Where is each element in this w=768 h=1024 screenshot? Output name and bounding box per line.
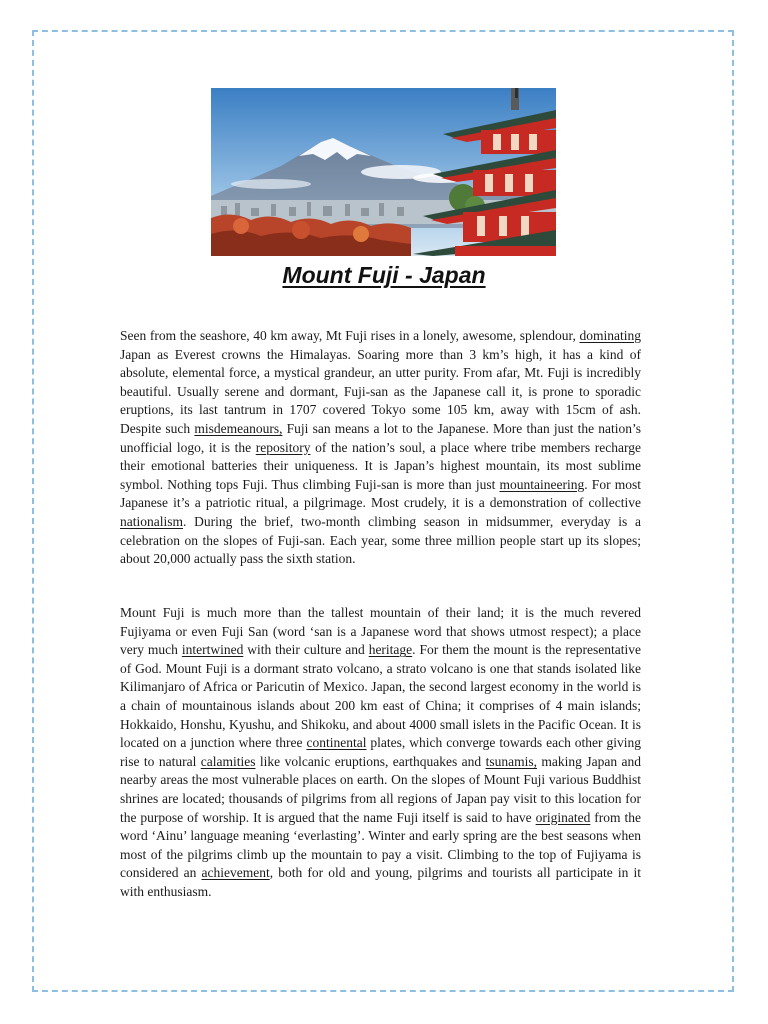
text-run: like volcanic eruptions, earthquakes and <box>255 753 486 769</box>
underlined-word: continental <box>306 735 367 751</box>
text-run: from the word ‘Ainu’ language meaning ‘everlasting’. Winter and early spring are the best seasons when most of the pilgrims climb up the mountain to pay a visit. Climbing to the top of Fujiyama is considered an <box>120 809 641 881</box>
underlined-word: repository <box>255 439 311 455</box>
underlined-word: misdemeanours, <box>194 420 283 436</box>
text-run: Mount Fuji is much more than the tallest mountain of their land; it is the much revered Fujiyama or even Fuji San (word ‘san is a Japanese word that shows utmost respect); a place very much <box>120 605 641 658</box>
text-run: with their culture and <box>243 642 369 658</box>
underlined-word: dominating <box>579 328 641 343</box>
underlined-word: achievement <box>201 865 270 881</box>
text-run: . For them the mount is the representative of God. Mount Fuji is a dormant strato volcano, a strato volcano is one that stands isolated like Kilimanjaro of Africa or Paricutin of Mexico. Japan, the second largest economy in the world is a chain of mountainous islands about 200 km east of China; it comprises of 4 main islands; Hokkaido, Honshu, Kyushu, and Shikoku, and about 4000 small islets in the Pacific Ocean. It is located on a junction where three <box>120 642 641 751</box>
underlined-word: nationalism <box>120 513 183 529</box>
underlined-word: mountaineering <box>499 476 585 492</box>
underlined-word: originated <box>535 809 591 825</box>
underlined-word: tsunamis, <box>485 753 537 769</box>
text-run: Seen from the seashore, 40 km away, Mt Fuji rises in a lonely, awesome, splendour, <box>120 328 580 343</box>
document-title: Mount Fuji - Japan <box>282 262 486 288</box>
underlined-word: heritage <box>368 642 413 658</box>
text-run: . For most Japanese it’s a patriotic ritual, a pilgrimage. Most crudely, it is a demonstration of collective <box>120 476 641 511</box>
text-run: Japan as Everest crowns the Himalayas. Soaring more than 3 km’s high, it has a kind of absolute, elemental force, a mystical grandeur, an utter purity. From afar, Mt. Fuji is incredibly beautiful. Usually serene and dormant, Fuji-san as the Japanese call it, is prone to sporadic eruptions, its last tantrum in 1707 covered Tokyo some 105 km, away with 15cm of ash. Despite such <box>120 346 641 436</box>
text-run: Fuji san means a lot to the Japanese. More than just the nation’s unofficial logo, it is the <box>120 420 642 455</box>
text-run: . During the brief, two-month climbing season in midsummer, everyday is a celebration on the slopes of Fuji-san. Each year, some three million people start up its slopes; about 20,000 actually pass the sixth station. <box>120 513 641 567</box>
text-run: , both for old and young, pilgrims and tourists all participate in it with enthusiasm. <box>120 865 641 899</box>
text-run: making Japan and nearby areas the most vulnerable places on earth. On the slopes of Mount Fuji various Buddhist shrines are located; thousands of pilgrims from all regions of Japan pay visit to this location for the purpose of worship. It is argued that the name Fuji itself is said to have <box>120 753 641 825</box>
text-run: plates, which converge towards each other giving rise to natural <box>120 735 641 769</box>
paragraph-2 <box>120 604 641 902</box>
underlined-word: calamities <box>200 753 256 769</box>
mount-fuji-pagoda-photo <box>211 88 556 256</box>
paragraph-1 <box>120 327 641 569</box>
text-run: of the nation’s soul, a place where tribe members recharge their emotional batteries their uniqueness. It is Japan’s highest mountain, its most sublime symbol. Nothing tops Fuji. Thus climbing Fuji-san is more than just <box>120 439 641 492</box>
underlined-word: intertwined <box>181 642 244 658</box>
